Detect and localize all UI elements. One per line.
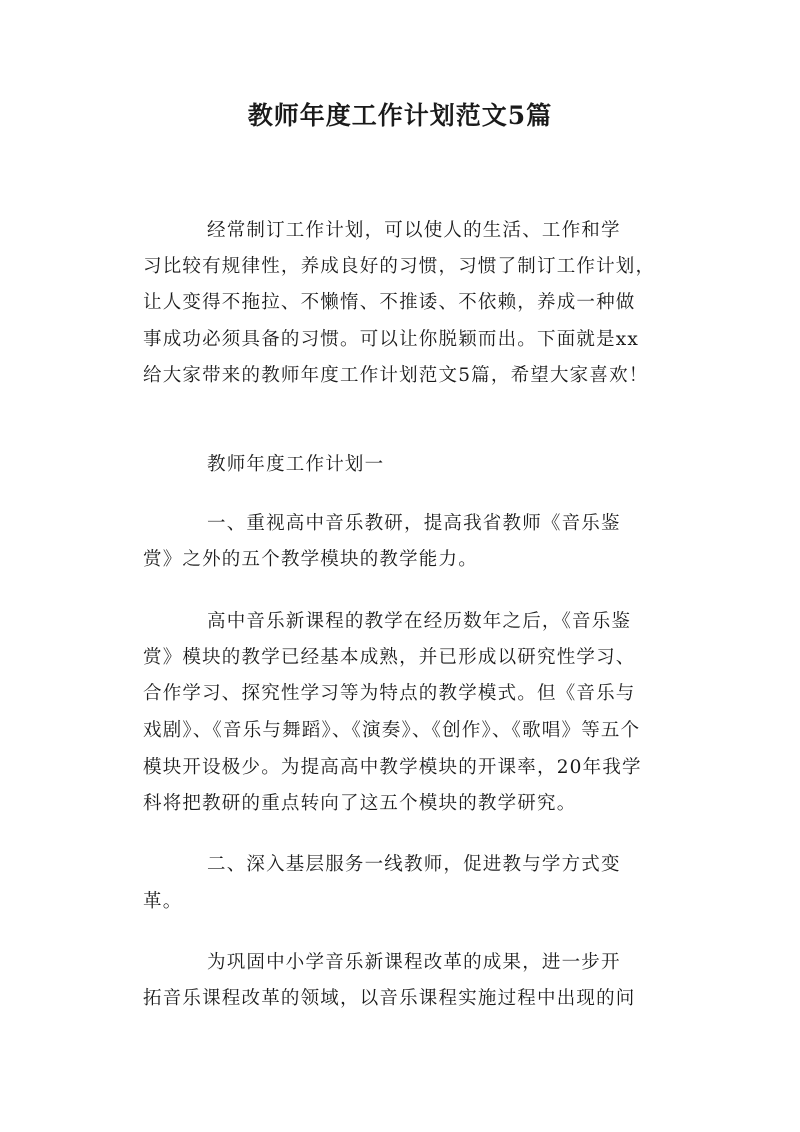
body-line-3: 合作学习、探究性学习等为特点的教学模式。但《音乐与 (143, 683, 636, 704)
body-line-4: 戏剧》、《音乐与舞蹈》、《演奏》、《创作》、《歌唱》等五个 (143, 720, 641, 741)
document-title: 教师年度工作计划范文5篇 (247, 101, 553, 130)
body2-line-2: 拓音乐课程改革的领域，以音乐课程实施过程中出现的问 (143, 988, 636, 1009)
intro-line-5: 给大家带来的教师年度工作计划范文5篇，希望大家喜欢！ (143, 365, 649, 386)
point-one-line-2: 赏》之外的五个教学模块的教学能力。 (143, 549, 478, 570)
intro-line-4: 事成功必须具备的习惯。可以让你脱颖而出。下面就是xx (143, 329, 640, 350)
section-heading: 教师年度工作计划一 (207, 454, 385, 475)
body-line-1: 高中音乐新课程的教学在经历数年之后，《音乐鉴 (207, 611, 632, 632)
point-two-line-1: 二、深入基层服务一线教师，促进教与学方式变 (207, 854, 621, 875)
intro-line-1: 经常制订工作计划，可以使人的生活、工作和学 (207, 220, 621, 241)
point-two-line-2: 革。 (143, 891, 183, 912)
point-one-line-1: 一、重视高中音乐教研，提高我省教师《音乐鉴 (207, 513, 621, 534)
body-line-6: 科将把教研的重点转向了这五个模块的教学研究。 (143, 793, 577, 814)
intro-line-3: 让人变得不拖拉、不懒惰、不推诿、不依赖，养成一种做 (143, 292, 636, 313)
intro-line-2: 习比较有规律性，养成良好的习惯，习惯了制订工作计划， (143, 256, 656, 277)
body2-line-1: 为巩固中小学音乐新课程改革的成果，进一步开 (207, 952, 621, 973)
body-line-5: 模块开设极少。为提高高中教学模块的开课率，20年我学 (143, 757, 642, 778)
body-line-2: 赏》模块的教学已经基本成熟，并已形成以研究性学习、 (143, 647, 636, 668)
